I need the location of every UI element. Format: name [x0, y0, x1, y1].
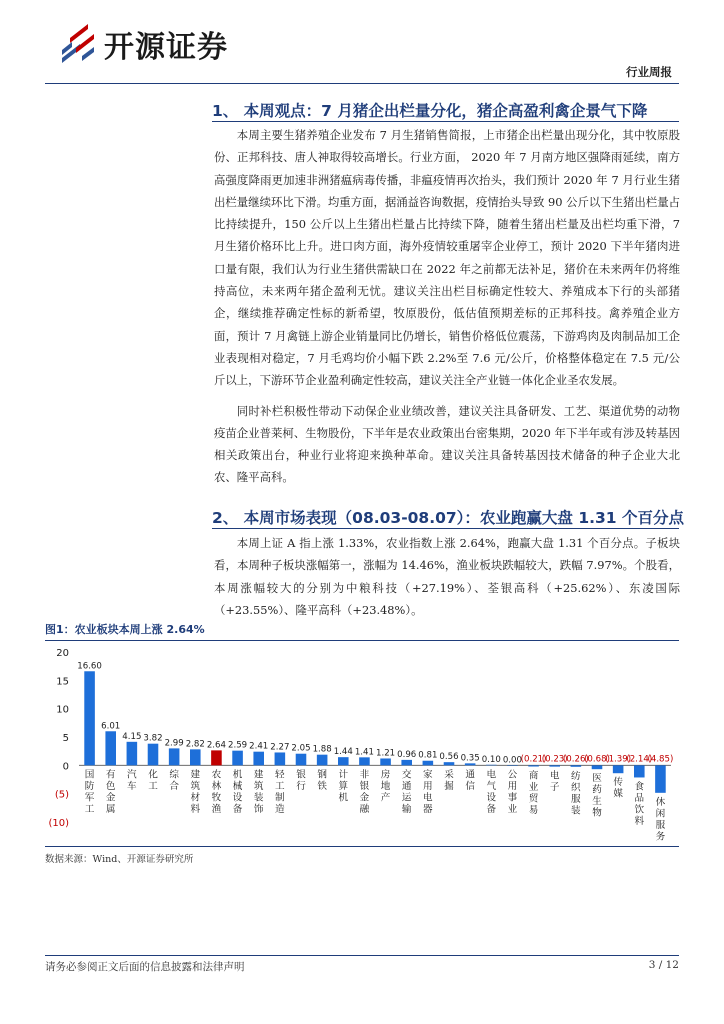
bar: [444, 762, 455, 765]
category-label: 采掘: [444, 769, 454, 792]
category-label: 通信: [465, 769, 475, 792]
footer-divider: [45, 955, 679, 956]
category-label: 食品饮料: [634, 781, 645, 827]
bar: [148, 744, 159, 766]
logo-text: 开源证券: [104, 30, 228, 65]
logo: [58, 20, 98, 66]
category-label: 机械设备: [232, 769, 243, 815]
category-label: 交通运输: [401, 769, 412, 815]
bar: [211, 750, 222, 765]
bar: [380, 758, 391, 765]
bar: [465, 763, 476, 765]
category-label: 公用事业: [507, 769, 518, 815]
category-label: 非银金融: [359, 769, 370, 815]
y-tick-label: 5: [62, 733, 69, 744]
data-label: 16.60: [77, 661, 102, 672]
data-label: 2.41: [249, 741, 269, 752]
logo-mark-icon: [58, 20, 98, 66]
header-divider: [45, 83, 679, 84]
data-label: 2.64: [206, 740, 226, 751]
section-2-paragraph: 本周上证 A 指上涨 1.33%，农业指数上涨 2.64%，跑赢大盘 1.31 个百分点。子板块看，本周种子板块涨幅第一，涨幅为 14.46%，渔业板块跌幅较大，跌幅 7.97%。个股看，本周涨幅较大的分别为中粮科技（+27.19%）、荃银高科（+25.62%）、东凌国际（+23.55%）、隆平高科（+23.48%）。: [214, 536, 680, 617]
bar: [190, 749, 201, 765]
data-label: 0.35: [460, 753, 480, 764]
bar: [169, 748, 180, 765]
y-tick-label: 0: [62, 761, 69, 773]
data-label: 2.82: [185, 739, 205, 750]
data-label: (0.21): [520, 754, 547, 765]
data-label: 0.81: [418, 750, 438, 761]
category-label: 银行: [296, 769, 306, 792]
bar: [528, 765, 539, 766]
category-label: 国防军工: [84, 769, 95, 815]
category-label: 医药生物: [592, 773, 602, 819]
category-label: 休闲服务: [655, 796, 666, 842]
y-tick-label: 20: [56, 648, 69, 659]
bar: [655, 765, 666, 792]
data-label: 2.59: [228, 740, 248, 751]
data-label: (0.26): [562, 754, 589, 765]
data-label: 1.41: [354, 747, 374, 758]
category-label: 建筑材料: [190, 769, 201, 815]
footer-disclaimer: 请务必参阅正文后面的信息披露和法律声明: [45, 961, 245, 973]
data-label: 1.44: [333, 747, 353, 758]
bar: [507, 765, 518, 766]
category-label: 纺织服装: [571, 770, 581, 817]
page-number: 3 / 12: [648, 959, 679, 971]
data-label: (0.68): [584, 754, 610, 765]
y-tick-label: (10): [48, 818, 69, 829]
data-label: 1.21: [376, 748, 396, 759]
bar: [359, 757, 370, 765]
data-label: (2.14): [626, 754, 653, 765]
category-label: 计算机: [338, 769, 349, 804]
category-label: 有色金属: [105, 769, 116, 815]
category-label: 电子: [549, 770, 560, 794]
data-label: 1.88: [312, 744, 332, 755]
category-label: 建筑装饰: [253, 769, 264, 815]
data-label: (1.39): [605, 754, 632, 765]
bar: [338, 757, 349, 765]
figure-title: 图1：农业板块本周上涨 2.64%: [45, 623, 205, 636]
section-2-body: [214, 532, 680, 621]
data-label: 4.15: [122, 731, 142, 742]
section-1-paragraph-2: 同时补栏积极性带动下动保企业业绩改善，建议关注具备研发、工艺、渠道优势的动物疫苗企业普莱柯、生物股份，下半年是农业政策出台密集期，2020 年下半年或有涉及转基因相关政策出台，种业行业将迎来换种革命。建议关注具备转基因技术储备的种子企业大北农、隆平高科。: [214, 403, 680, 485]
category-label: 电气设备: [486, 769, 497, 815]
figure-source: 数据来源：Wind、开源证券研究所: [45, 854, 194, 865]
figure-bottom-rule: [45, 846, 679, 847]
bar: [592, 765, 603, 769]
bar: [613, 765, 624, 773]
data-label: 0.56: [439, 752, 459, 763]
y-tick-label: 15: [56, 676, 69, 688]
report-type: 行业周报: [626, 65, 672, 79]
category-label: 农林牧渔: [211, 769, 222, 815]
data-label: 6.01: [101, 721, 121, 732]
bar: [296, 754, 307, 766]
data-label: 0.10: [481, 754, 501, 765]
category-label: 汽车: [127, 769, 137, 792]
bar: [105, 731, 116, 765]
sector-return-bar-chart: [45, 642, 679, 842]
category-label: 综合: [169, 769, 179, 792]
bar: [232, 751, 243, 766]
bar: [275, 752, 286, 765]
section-2-title-underline: [212, 528, 679, 529]
data-label: (4.85): [647, 754, 674, 765]
data-label: 3.82: [143, 733, 163, 744]
category-label: 家用电器: [423, 769, 433, 815]
data-label: 0.00: [502, 755, 522, 766]
bar: [634, 765, 645, 777]
bar: [317, 755, 328, 766]
figure-top-rule: [45, 640, 679, 641]
bar: [127, 742, 138, 766]
section-1-body: [214, 124, 680, 489]
section-1-paragraph-1: 本周主要生猪养殖企业发布 7 月生猪销售简报，上市猪企出栏量出现分化，其中牧原股份、正邦科技、唐人神取得较高增长。行业方面， 2020 年 7 月南方地区强降雨延续，南方高强度降雨更加速非洲猪瘟病毒传播，非瘟疫情再次抬头，我们预计 2020 年 7 月行业生猪出栏量继续环比下滑。均重方面，据涌益咨询数据，疫情抬头导致 90 公斤以下生猪出栏量占比持续提升，150 公斤以上生猪出栏量占比持续下降，随着生猪出栏量及出栏均重下滑，7 月生猪价格环比上升。进口肉方面，海外疫情较重屠宰企业停工，预计 2020 下半年猪肉进口量有限，我们认为行业生猪供需缺口在 2022 年之前都无法补足，猪价在未来两年仍将维持高位，未来两年猪企盈利无忧。建议关注出栏目标确定性较大、养殖成本下行的头部猪企，继续推荐确定性标的新希望，牧原股份，低估值预期差标的正邦科技。禽养殖企业方面，预计 7 月禽链上游企业销量同比仍增长，销售价格低位震荡，下游鸡肉及肉制品加工企业表现相对稳定，7 月毛鸡均价小幅下跌 2.2%至 7.6 元/公斤，价格整体稳定在 7.5 元/公斤以上，下游环节企业盈利确定性较高，建议关注全产业链一体化企业圣农发展。: [214, 128, 680, 388]
category-label: 商业贸易: [528, 770, 539, 817]
category-label: 轻工制造: [275, 769, 285, 815]
section-1-title-underline: [212, 121, 679, 122]
bar: [401, 760, 412, 765]
bar: [84, 671, 95, 765]
section-2-title: 2、 本周市场表现（08.03-08.07）：农业跑赢大盘 1.31 个百分点: [212, 509, 684, 527]
data-label: 2.05: [291, 743, 311, 754]
category-label: 传媒: [613, 777, 623, 800]
category-label: 化工: [148, 769, 158, 792]
bar: [423, 761, 434, 766]
section-1-title: 1、 本周观点：7 月猪企出栏量分化，猪企高盈利禽企景气下降: [212, 102, 648, 120]
category-label: 房地产: [380, 769, 391, 804]
bar: [486, 765, 497, 766]
bar: [253, 752, 264, 766]
y-tick-label: 10: [56, 704, 69, 716]
bar: [571, 765, 582, 766]
y-tick-label: (5): [54, 789, 69, 801]
category-label: 钢铁: [317, 769, 327, 792]
bar: [549, 765, 560, 766]
data-label: 0.96: [397, 749, 417, 760]
data-label: (0.23): [541, 754, 568, 765]
data-label: 2.27: [270, 742, 290, 753]
data-label: 2.99: [164, 738, 184, 749]
